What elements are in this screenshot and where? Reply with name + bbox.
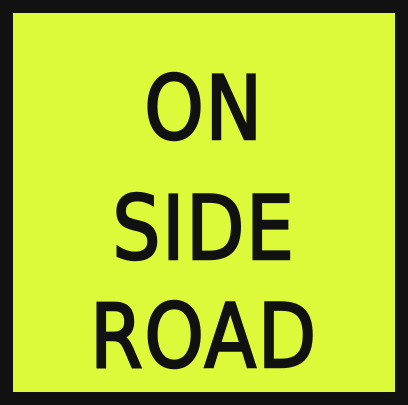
sign-line-side: SIDE — [112, 177, 296, 280]
sign-line-on: ON — [144, 57, 264, 160]
sign-line-road: ROAD — [90, 285, 318, 388]
